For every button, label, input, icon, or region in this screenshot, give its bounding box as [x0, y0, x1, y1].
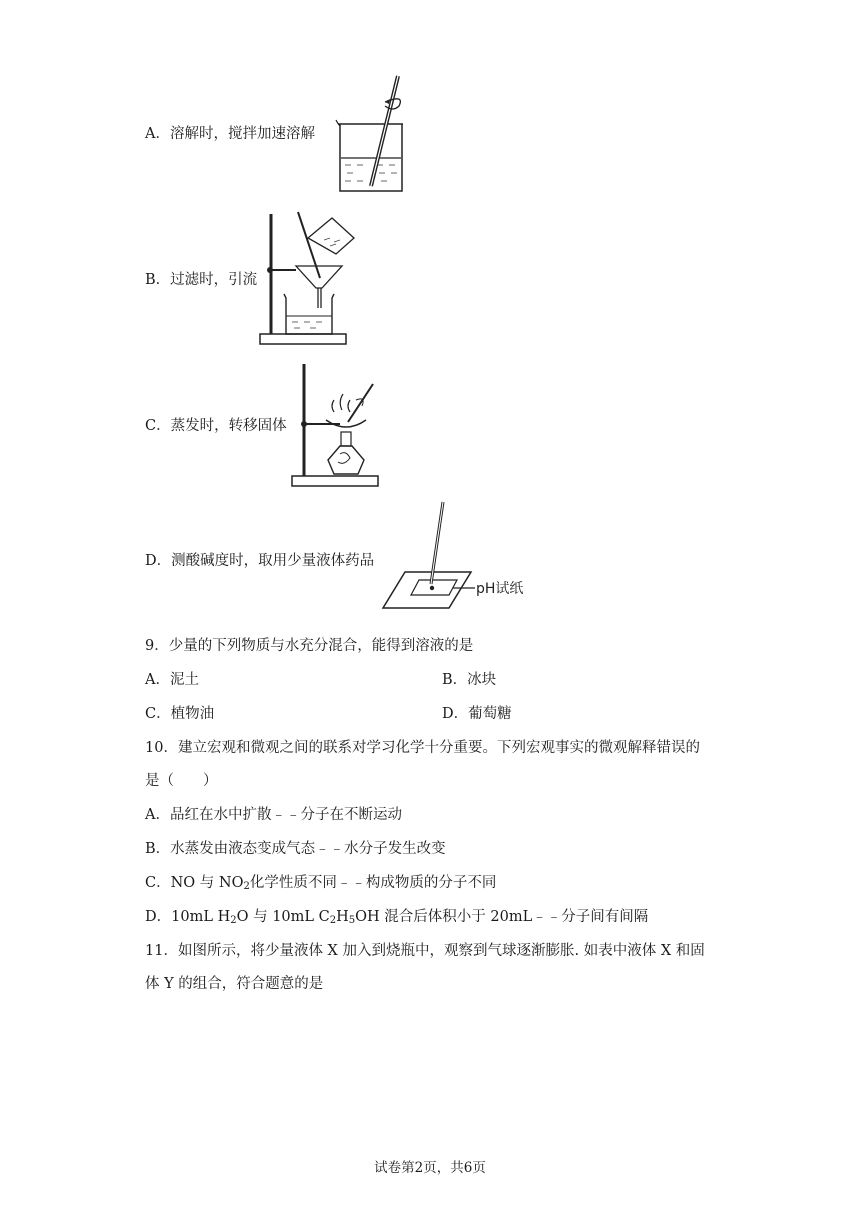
q9-option-b [442, 670, 496, 690]
option-text: 溶解时，搅拌加速溶解 [169, 126, 315, 142]
q10-option-d: D．10mL $H_2O$ 与 10mL $C_2H_5OH$ 混合后体积小于 20mL﹣﹣分子间有间隔 [145, 909, 649, 926]
option-text: 测酸碱度时，取用少量液体药品 [171, 553, 375, 569]
option-letter: D． [145, 553, 172, 569]
option-letter: B． [442, 672, 468, 688]
q10-stem-line2: 是（ ） [145, 773, 218, 789]
option-text: 泥土 [169, 672, 199, 688]
option-letter: D． [442, 706, 469, 722]
option-text: 过滤时，引流 [170, 272, 258, 288]
option-text: 蒸发时，转移固体 [170, 418, 287, 434]
q8-option-a [145, 124, 315, 144]
q8-option-c [145, 416, 287, 436]
option-letter: C． [145, 418, 171, 434]
option-text: 植物油 [170, 706, 215, 722]
q11-stem-line1: 11．如图所示，将少量液体 X 加入到烧瓶中，观察到气球逐渐膨胀. 如表中液体 X 和固 [145, 943, 705, 959]
evaporation-figure [288, 362, 384, 490]
q9-option-a [145, 670, 199, 690]
q8-option-d [145, 551, 374, 571]
ph-paper-figure [383, 500, 533, 614]
option-letter: A． [145, 672, 170, 688]
ph-paper-label: pH试纸 [476, 581, 524, 597]
option-text: 葡萄糖 [468, 706, 512, 722]
filtration-figure [258, 208, 368, 348]
q9-option-d [442, 704, 512, 724]
beaker-stirring-figure [333, 72, 413, 194]
q10-option-b: B．水蒸发由液态变成气态﹣﹣水分子发生改变 [145, 841, 446, 857]
q10-option-c: C．NO 与 $NO_2$化学性质不同﹣﹣构成物质的分子不同 [145, 875, 497, 892]
option-letter: C． [145, 706, 171, 722]
option-letter: B． [145, 272, 171, 288]
q10-stem-line1: 10．建立宏观和微观之间的联系对学习化学十分重要。下列宏观事实的微观解释错误的 [145, 740, 700, 756]
option-text: 冰块 [467, 672, 497, 688]
q9-stem: 9．少量的下列物质与水充分混合，能得到溶液的是 [145, 638, 474, 654]
q11-stem-line2: 体 Y 的组合，符合题意的是 [145, 976, 324, 992]
q9-option-c [145, 704, 214, 724]
option-letter: A． [145, 126, 170, 142]
page-footer: 试卷第2页，共6页 [374, 1160, 486, 1176]
q10-option-a: A．品红在水中扩散﹣﹣分子在不断运动 [145, 807, 402, 823]
q8-option-b [145, 270, 257, 290]
